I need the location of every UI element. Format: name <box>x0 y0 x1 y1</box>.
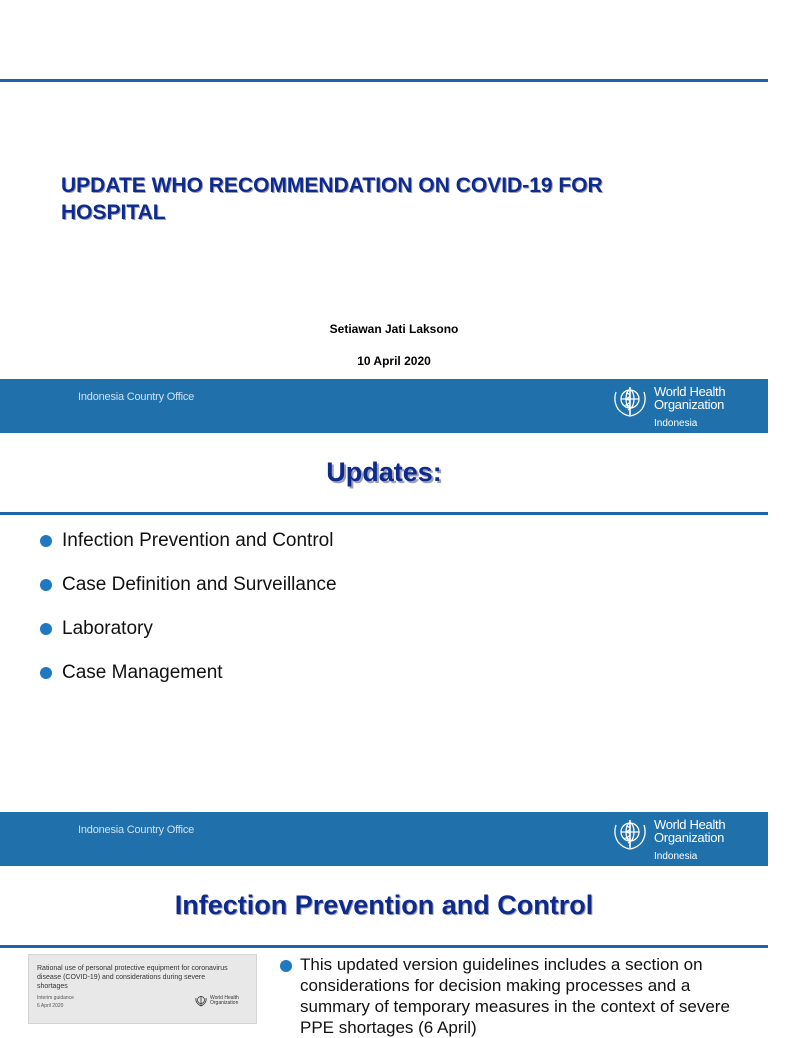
bullet-dot-icon <box>40 579 52 591</box>
office-label: Indonesia Country Office <box>78 391 195 403</box>
updates-slide <box>0 433 768 866</box>
document-who-logo: World Health Organization <box>194 995 254 1009</box>
who-emblem-icon <box>610 817 650 851</box>
document-date: 6 April 2020 <box>37 1003 64 1009</box>
list-item: Case Definition and Surveillance <box>40 573 337 617</box>
country-label: Indonesia <box>654 418 698 429</box>
document-title: Rational use of personal protective equipment for coronavirus disease (COVID-19) and considerations during severe shortages <box>37 965 228 990</box>
who-emblem-icon <box>610 384 650 418</box>
guidance-document-thumbnail <box>28 954 257 1024</box>
slide-heading: Updates: <box>326 457 442 487</box>
bullet-dot-icon <box>40 535 52 547</box>
country-label: Indonesia <box>654 851 698 862</box>
organization-name: World Health Organization <box>654 817 726 845</box>
ipc-slide <box>0 866 768 1037</box>
bullet-dot-icon <box>280 960 292 972</box>
list-item: Case Management <box>40 661 337 705</box>
updates-list <box>40 529 337 705</box>
title-slide <box>0 0 768 433</box>
author-name: Setiawan Jati Laksono <box>329 322 459 336</box>
bullet-text: This updated version guidelines includes a section on considerations for decision making processes and a summary of temporary measures in the context of severe PPE shortages (6 April) <box>300 955 730 1037</box>
slide-heading: Infection Prevention and Control <box>174 890 594 920</box>
list-item: Infection Prevention and Control <box>40 529 337 573</box>
heading-divider <box>0 512 768 515</box>
slide-title: UPDATE WHO RECOMMENDATION ON COVID-19 FOR HOSPITAL <box>61 174 603 224</box>
footer-bar <box>0 812 768 866</box>
who-emblem-icon <box>194 995 208 1007</box>
bullet-dot-icon <box>40 623 52 635</box>
office-label: Indonesia Country Office <box>78 824 195 836</box>
presentation-date: 10 April 2020 <box>357 354 431 368</box>
top-divider <box>0 79 768 82</box>
list-item: Laboratory <box>40 617 337 661</box>
bullet-dot-icon <box>40 667 52 679</box>
footer-bar <box>0 379 768 433</box>
document-type: Interim guidance <box>37 995 74 1001</box>
heading-divider <box>0 945 768 948</box>
organization-name: World Health Organization <box>654 384 726 412</box>
